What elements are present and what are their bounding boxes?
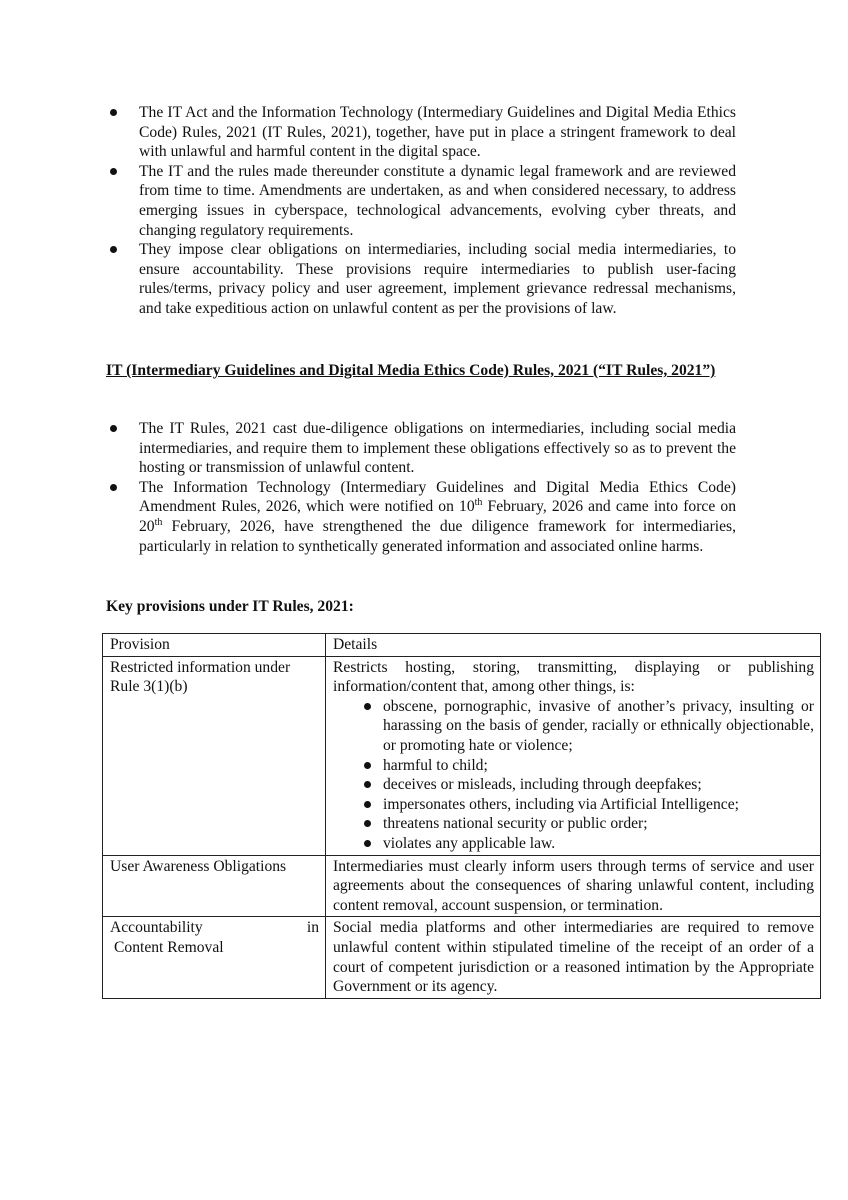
bullet-icon	[364, 762, 371, 769]
bullet-icon	[110, 109, 117, 116]
bullet-icon	[110, 425, 117, 432]
table-row	[103, 656, 821, 855]
table-title: Key provisions under IT Rules, 2021:	[106, 598, 354, 615]
details-cell: Social media platforms and other intermediaries are required to remove unlawful content within stipulated timeline of the receipt of an order of a court of competent jurisdiction or a reasoned intimation by the Appropriate Government or its agency.	[326, 917, 821, 998]
list-item: The IT and the rules made thereunder constitute a dynamic legal framework and are reviewed from time to time. Amendments are undertaken, as and when considered necessary, to address emerging issues in cyberspace, technological advancements, evolving cyber threats, and changing regulatory requirements.	[106, 162, 736, 240]
details-cell	[326, 656, 821, 855]
table-row	[103, 855, 821, 917]
list-item: The IT Act and the Information Technology (Intermediary Guidelines and Digital Media Ethics Code) Rules, 2021 (IT Rules, 2021), together, have put in place a stringent framework to deal with unlawful and harmful content in the digital space.	[106, 103, 736, 162]
bullet-icon	[364, 801, 371, 808]
list-item: They impose clear obligations on intermediaries, including social media intermediaries, to ensure accountability. These provisions require intermediaries to publish user-facing rules/terms, privacy policy and user agreement, implement grievance redressal mechanisms, and take expeditious action on unlawful content as per the provisions of law.	[106, 240, 736, 318]
list-item: harmful to child;	[333, 756, 814, 776]
provision-line: Content Removal	[114, 938, 224, 956]
list-item: threatens national security or public order;	[333, 814, 814, 834]
list-item: violates any applicable law.	[333, 834, 814, 854]
table-row	[103, 917, 821, 998]
provision-cell: Restricted information under Rule 3(1)(b)	[103, 656, 326, 855]
bullet-icon	[110, 246, 117, 253]
list-item: deceives or misleads, including through deepfakes;	[333, 775, 814, 795]
provision-line: Accountability in	[110, 919, 319, 937]
table-header-row	[103, 634, 821, 657]
restricted-items-list	[333, 697, 814, 854]
bullet-icon	[364, 703, 371, 710]
header-provision: Provision	[103, 634, 326, 657]
section-heading: IT (Intermediary Guidelines and Digital Media Ethics Code) Rules, 2021 (“IT Rules, 2021”)	[106, 362, 716, 379]
provisions-table	[102, 633, 821, 999]
provision-cell: User Awareness Obligations	[103, 855, 326, 917]
details-intro: Restricts hosting, storing, transmitting, displaying or publishing information/content that, among other things, is:	[333, 658, 814, 696]
list-item: impersonates others, including via Artificial Intelligence;	[333, 795, 814, 815]
bullet-icon	[110, 168, 117, 175]
list-item: The IT Rules, 2021 cast due-diligence obligations on intermediaries, including social media intermediaries, and require them to implement these obligations effectively so as to prevent the hosting or transmission of unlawful content.	[106, 419, 736, 478]
list-item: obscene, pornographic, invasive of another’s privacy, insulting or harassing on the basis of gender, racially or ethnically objectionable, or promoting hate or violence;	[333, 697, 814, 756]
intro-bullet-list	[106, 103, 736, 319]
header-details: Details	[326, 634, 821, 657]
bullet-icon	[364, 781, 371, 788]
bullet-icon	[110, 484, 117, 491]
bullet-icon	[364, 840, 371, 847]
bullet-icon	[364, 820, 371, 827]
provision-cell	[103, 917, 326, 998]
rules-bullet-list	[106, 419, 736, 556]
list-item: The Information Technology (Intermediary Guidelines and Digital Media Ethics Code) Amendment Rules, 2026, which were notified on 10th February, 2026 and came into force on 20th February, 2026, have strengthened the due diligence framework for intermediaries, particularly in relation to synthetically generated information and associated online harms.	[106, 478, 736, 556]
details-cell: Intermediaries must clearly inform users through terms of service and user agreements about the consequences of sharing unlawful content, including content removal, account suspension, or termination.	[326, 855, 821, 917]
